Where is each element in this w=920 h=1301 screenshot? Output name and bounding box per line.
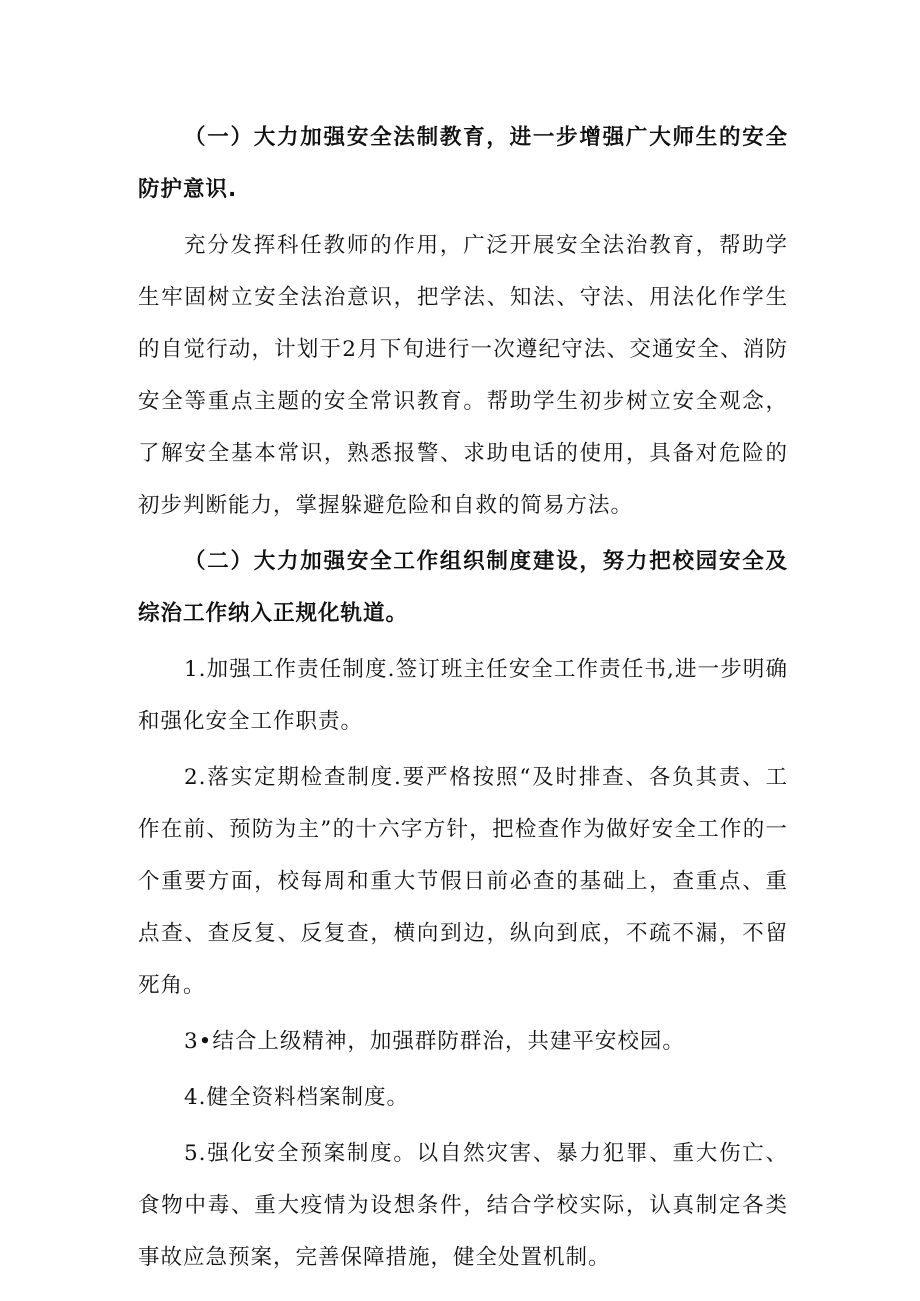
list-item-3: 3•结合上级精神，加强群防群治，共建平安校园。	[184, 1029, 685, 1054]
list-item-4: 4.健全资料档案制度。	[184, 1085, 410, 1110]
paragraph-1: 充分发挥科任教师的作用，广泛开展安全法治教育，帮助学生牢固树立安全法治意识，把学法、知法、守法、用法化作学生的自觉行动，计划于2月下旬进行一次遵纪守法、交通安全、消防安全等重点主题的安全常识教育。帮助学生初步树立安全观念，了解安全基本常识，熟悉报警、求助电话的使用，具备对危险的初步判断能力，掌握躲避危险和自救的简易方法。	[138, 233, 788, 518]
section-heading-2: （二）大力加强安全工作组织制度建设，努力把校园安全及综治工作纳入正规化轨道。	[138, 549, 788, 626]
list-item-5: 5.强化安全预案制度。以自然灾害、暴力犯罪、重大伤亡、食物中毒、重大疫情为设想条件，结合学校实际，认真制定各类事故应急预案，完善保障措施，健全处置机制。	[138, 1141, 788, 1270]
list-item-2: 2.落实定期检查制度.要严格按照“及时排查、各负其责、工作在前、预防为主”的十六字方针，把检查作为做好安全工作的一个重要方面，校每周和重大节假日前必查的基础上，查重点、重点查、查反复、反复查，横向到边，纵向到底，不疏不漏，不留死角。	[138, 765, 788, 998]
list-item-1: 1.加强工作责任制度.签订班主任安全工作责任书,进一步明确和强化安全工作职责。	[138, 657, 788, 734]
section-heading-1: （一）大力加强安全法制教育，进一步增强广大师生的安全防护意识.	[138, 125, 788, 202]
document-page	[138, 112, 788, 1284]
